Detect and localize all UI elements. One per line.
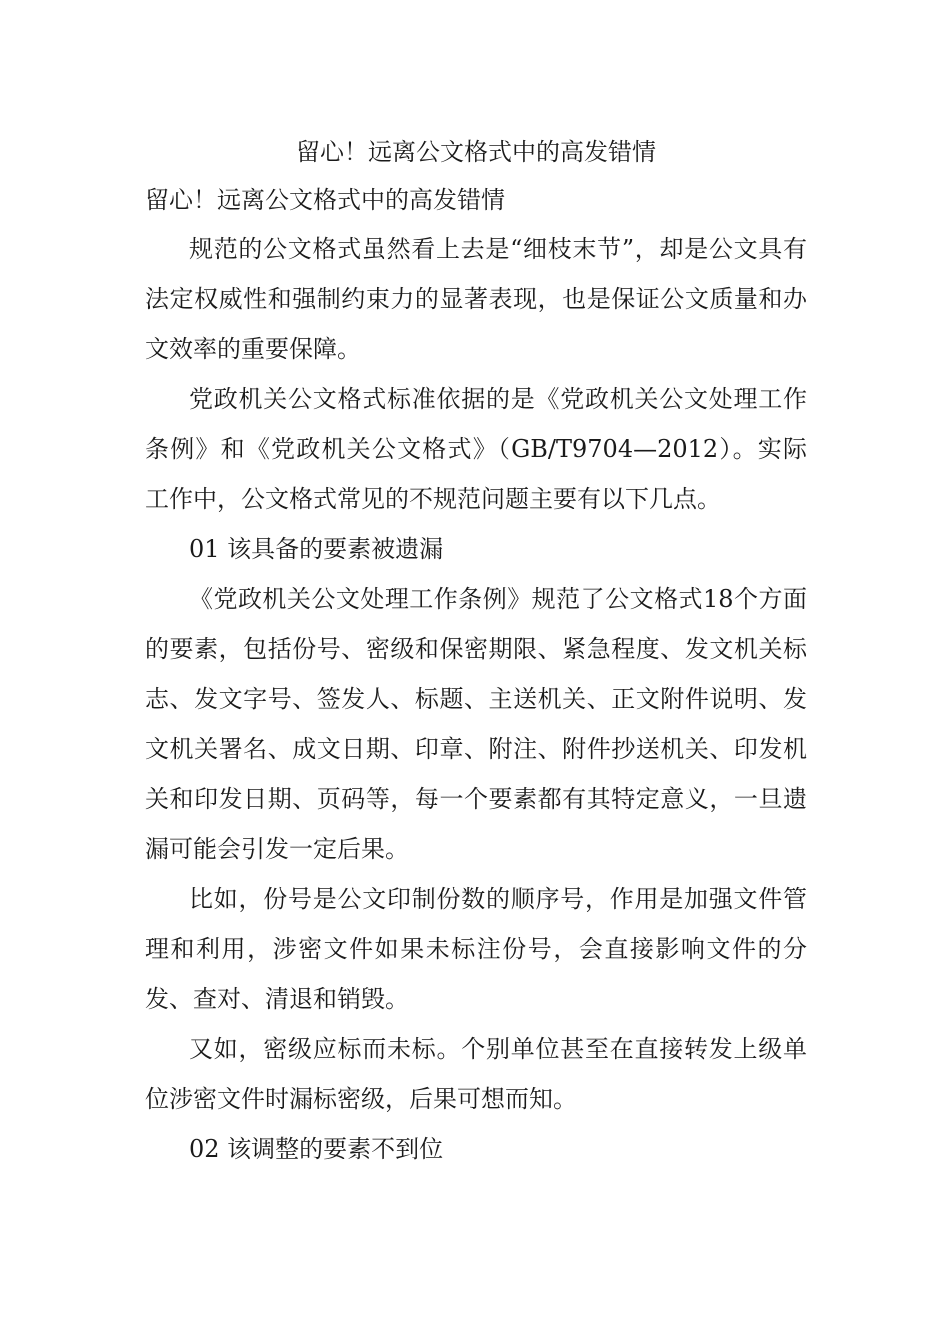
- section-1-paragraph-2: 比如，份号是公文印制份数的顺序号，作用是加强文件管理和利用，涉密文件如果未标注份号，会直接影响文件的分发、查对、清退和销毁。: [145, 885, 807, 1013]
- section-1-paragraph-1: 《党政机关公文处理工作条例》规范了公文格式18个方面的要素，包括份号、密级和保密期限、紧急程度、发文机关标志、发文字号、签发人、标题、主送机关、正文附件说明、发文机关署名、成文日期、印章、附注、附件抄送机关、印发机关和印发日期、页码等，每一个要素都有其特定意义，一旦遗漏可能会引发一定后果。: [145, 585, 807, 863]
- section-1-paragraph-3: 又如，密级应标而未标。个别单位甚至在直接转发上级单位涉密文件时漏标密级，后果可想而知。: [145, 1035, 807, 1113]
- section-2-heading: 02 该调整的要素不到位: [189, 1135, 444, 1163]
- intro-paragraph-2: 党政机关公文格式标准依据的是《党政机关公文处理工作条例》和《党政机关公文格式》（GB/T9704—2012）。实际工作中，公文格式常见的不规范问题主要有以下几点。: [145, 385, 807, 513]
- document-title: 留心！远离公文格式中的高发错情: [296, 138, 656, 166]
- intro-paragraph-1: 规范的公文格式虽然看上去是“细枝末节”，却是公文具有法定权威性和强制约束力的显著表现，也是保证公文质量和办文效率的重要保障。: [145, 235, 807, 363]
- document-page: [145, 128, 807, 1174]
- section-1-heading: 01 该具备的要素被遗漏: [189, 535, 444, 563]
- document-subtitle: 留心！远离公文格式中的高发错情: [145, 186, 505, 214]
